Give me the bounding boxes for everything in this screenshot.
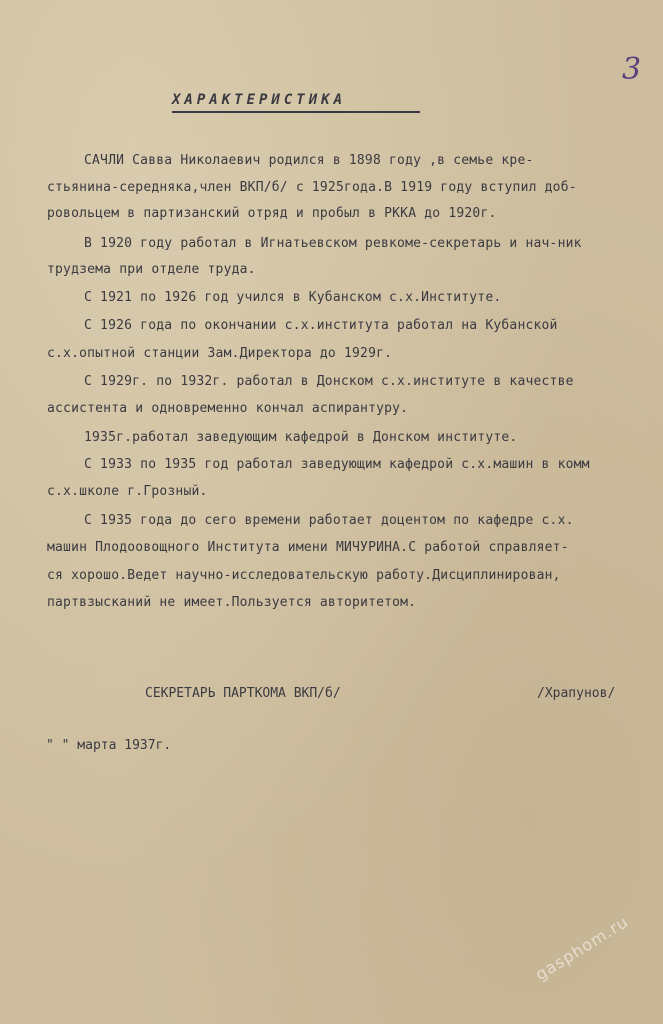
- document-title: ХАРАКТЕРИСТИКА: [172, 92, 347, 108]
- body-line: с.х.опытной станции Зам.Директора до 1929г.: [47, 346, 393, 361]
- body-line: 1935г.работал заведующим кафедрой в Донском институте.: [84, 430, 518, 445]
- body-line: С 1929г. по 1932г. работал в Донском с.х.институте в качестве: [84, 374, 574, 389]
- body-line: с.х.школе г.Грозный.: [47, 484, 208, 499]
- body-line: машин Плодоовощного Института имени МИЧУРИНА.С работой справляет-: [47, 540, 569, 555]
- page-number: 3: [622, 52, 642, 87]
- body-line: САЧЛИ Савва Николаевич родился в 1898 году ,в семье кре-: [84, 153, 534, 168]
- body-line: ровольцем в партизанский отряд и пробыл в РККА до 1920г.: [47, 206, 497, 221]
- body-line: С 1926 года по окончании с.х.института работал на Кубанской: [84, 318, 558, 333]
- body-line: стьянина-середняка,член ВКП/б/ с 1925года.В 1919 году вступил доб-: [47, 180, 577, 195]
- date-line: " " марта 1937г.: [46, 738, 172, 753]
- body-line: партвзысканий не имеет.Пользуется авторитетом.: [47, 595, 417, 610]
- title-underline: [172, 111, 420, 113]
- body-line: ассистента и одновременно кончал аспирантуру.: [47, 401, 409, 416]
- body-line: трудзема при отделе труда.: [47, 262, 256, 277]
- body-line: С 1933 по 1935 год работал заведующим кафедрой с.х.машин в комм: [84, 457, 590, 472]
- body-line: ся хорошо.Ведет научно-исследовательскую работу.Дисциплинирован,: [47, 568, 561, 583]
- signature-name: /Храпунов/: [537, 686, 616, 701]
- body-line: С 1935 года до сего времени работает доцентом по кафедре с.х.: [84, 513, 574, 528]
- body-line: С 1921 по 1926 год учился в Кубанском с.х.Институте.: [84, 290, 502, 305]
- body-line: В 1920 году работал в Игнатьевском ревкоме-секретарь и нач-ник: [84, 236, 582, 251]
- signature-title: СЕКРЕТАРЬ ПАРТКОМА ВКП/б/: [145, 686, 341, 701]
- watermark: gasphom.ru: [532, 911, 632, 985]
